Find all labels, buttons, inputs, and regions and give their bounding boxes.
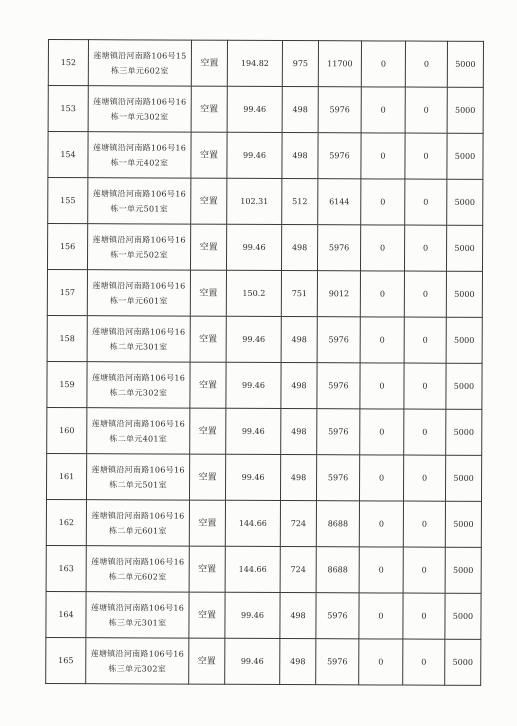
table-row (47, 270, 482, 318)
value-1-cell: 498 (280, 639, 316, 685)
value-2-cell: 5976 (317, 317, 360, 363)
area-cell: 99.46 (227, 86, 282, 132)
row-number-cell: 161 (46, 453, 86, 499)
value-2-cell: 9012 (317, 271, 360, 317)
value-5-cell: 5000 (446, 363, 482, 409)
value-4-cell: 0 (404, 225, 446, 271)
value-4-cell: 0 (404, 409, 446, 455)
row-number-cell: 156 (47, 224, 87, 270)
table-row (46, 453, 481, 501)
address-line-1: 莲塘镇沿河南路106号16 (92, 142, 187, 153)
area-cell: 99.46 (226, 362, 281, 408)
value-1-cell: 498 (281, 225, 317, 271)
value-2-cell: 6144 (318, 179, 361, 225)
status-cell: 空置 (189, 500, 225, 546)
value-2-cell: 5976 (318, 87, 361, 133)
address-cell (88, 86, 191, 132)
status-cell: 空置 (190, 408, 226, 454)
address-line-2: 栋一单元601室 (109, 295, 168, 306)
table-row (48, 178, 483, 226)
table-row (46, 499, 481, 547)
value-2-cell: 5976 (318, 133, 361, 179)
status-cell: 空置 (189, 454, 225, 500)
value-1-cell: 724 (280, 547, 316, 593)
value-1-cell: 512 (282, 179, 318, 225)
area-cell: 99.46 (227, 132, 282, 178)
value-4-cell: 0 (404, 271, 446, 317)
value-4-cell: 0 (404, 363, 446, 409)
row-number-cell: 153 (48, 86, 88, 132)
address-line-1: 莲塘镇沿河南路106号16 (91, 372, 186, 383)
row-number-cell: 152 (48, 40, 88, 86)
row-number-cell: 154 (48, 132, 88, 178)
address-line-2: 栋二单元301室 (109, 341, 168, 352)
value-4-cell: 0 (404, 317, 446, 363)
address-cell (88, 132, 191, 178)
value-5-cell: 5000 (447, 87, 483, 133)
area-cell: 99.46 (225, 454, 280, 500)
value-5-cell: 5000 (445, 639, 481, 685)
document-page (45, 39, 483, 686)
address-line-2: 栋三单元602室 (111, 65, 169, 76)
value-3-cell: 0 (360, 271, 404, 317)
area-cell: 102.31 (227, 178, 282, 224)
status-cell: 空置 (191, 40, 227, 86)
address-line-1: 莲塘镇沿河南路106号16 (90, 602, 185, 613)
value-4-cell: 0 (403, 639, 445, 685)
status-cell: 空置 (191, 132, 227, 178)
value-3-cell: 0 (360, 225, 404, 271)
area-cell: 150.2 (226, 270, 281, 316)
address-line-2: 栋一单元402室 (110, 157, 169, 168)
address-line-2: 栋二单元302室 (109, 387, 168, 398)
address-line-1: 莲塘镇沿河南路106号15 (93, 50, 187, 61)
address-cell (86, 638, 189, 684)
value-5-cell: 5000 (446, 317, 482, 363)
value-4-cell: 0 (403, 455, 445, 501)
address-cell (87, 316, 190, 362)
address-line-2: 栋二单元501室 (109, 479, 167, 490)
address-cell (88, 178, 191, 224)
address-line-1: 莲塘镇沿河南路106号16 (90, 648, 185, 659)
status-cell: 空置 (189, 638, 225, 684)
address-line-2: 栋二单元401室 (109, 433, 168, 444)
address-cell (88, 40, 191, 86)
value-3-cell: 0 (360, 409, 404, 455)
address-line-1: 莲塘镇沿河南路106号16 (91, 556, 185, 567)
address-cell (87, 408, 190, 454)
value-3-cell: 0 (359, 501, 403, 547)
value-3-cell: 0 (359, 593, 403, 639)
address-cell (86, 454, 189, 500)
value-1-cell: 724 (280, 501, 316, 547)
value-4-cell: 0 (403, 593, 445, 639)
value-2-cell: 5976 (317, 409, 360, 455)
status-cell: 空置 (190, 316, 226, 362)
status-cell: 空置 (189, 546, 225, 592)
value-1-cell: 975 (282, 41, 318, 87)
value-4-cell: 0 (405, 133, 447, 179)
value-2-cell: 5976 (316, 593, 359, 639)
value-4-cell: 0 (403, 547, 445, 593)
address-line-2: 栋三单元302室 (108, 663, 167, 674)
address-cell (86, 592, 189, 638)
value-5-cell: 5000 (447, 41, 483, 87)
value-1-cell: 498 (280, 455, 316, 501)
table-row (46, 591, 481, 639)
table-row (48, 86, 483, 134)
address-line-2: 栋一单元502室 (110, 249, 168, 260)
address-cell (87, 224, 190, 270)
value-5-cell: 5000 (447, 179, 483, 225)
area-cell: 99.46 (226, 316, 281, 362)
value-3-cell: 0 (359, 547, 403, 593)
address-line-1: 莲塘镇沿河南路106号16 (91, 510, 185, 521)
address-cell (86, 500, 189, 546)
value-2-cell: 5976 (316, 639, 359, 685)
value-3-cell: 0 (360, 317, 404, 363)
address-line-1: 莲塘镇沿河南路106号16 (92, 188, 187, 199)
status-cell: 空置 (190, 362, 226, 408)
row-number-cell: 164 (46, 591, 86, 637)
table-body (46, 40, 484, 686)
address-line-1: 莲塘镇沿河南路106号16 (92, 280, 186, 291)
value-1-cell: 498 (281, 409, 317, 455)
value-5-cell: 5000 (445, 547, 481, 593)
value-5-cell: 5000 (445, 593, 481, 639)
value-5-cell: 5000 (447, 133, 483, 179)
area-cell: 144.66 (225, 546, 280, 592)
value-2-cell: 5976 (317, 363, 360, 409)
row-number-cell: 155 (48, 178, 88, 224)
table-row (47, 407, 482, 455)
table-row (47, 224, 482, 272)
value-2-cell: 8688 (316, 547, 359, 593)
status-cell: 空置 (190, 224, 226, 270)
value-5-cell: 5000 (445, 501, 481, 547)
value-1-cell: 498 (281, 317, 317, 363)
property-table (45, 39, 484, 686)
address-line-1: 莲塘镇沿河南路106号16 (92, 326, 186, 337)
table-row (46, 545, 481, 593)
value-4-cell: 0 (405, 41, 447, 87)
row-number-cell: 157 (47, 270, 87, 316)
value-2-cell: 5976 (317, 225, 360, 271)
value-1-cell: 498 (280, 593, 316, 639)
address-cell (87, 270, 190, 316)
table-row (47, 361, 482, 409)
address-line-1: 莲塘镇沿河南路106号16 (93, 96, 187, 107)
value-5-cell: 5000 (446, 225, 482, 271)
value-3-cell: 0 (361, 133, 405, 179)
value-1-cell: 751 (281, 271, 317, 317)
address-line-2: 栋二单元602室 (108, 571, 167, 582)
area-cell: 194.82 (227, 40, 282, 86)
value-3-cell: 0 (359, 639, 403, 685)
address-cell (87, 362, 190, 408)
row-number-cell: 165 (46, 637, 86, 683)
row-number-cell: 163 (46, 545, 86, 591)
address-line-2: 栋一单元302室 (110, 111, 169, 122)
value-4-cell: 0 (403, 501, 445, 547)
area-cell: 99.46 (225, 638, 280, 684)
row-number-cell: 159 (47, 361, 87, 407)
value-5-cell: 5000 (446, 409, 482, 455)
table-row (47, 315, 482, 363)
value-3-cell: 0 (360, 363, 404, 409)
status-cell: 空置 (189, 592, 225, 638)
value-3-cell: 0 (361, 179, 405, 225)
value-1-cell: 498 (282, 133, 318, 179)
area-cell: 99.46 (226, 408, 281, 454)
status-cell: 空置 (191, 178, 227, 224)
value-4-cell: 0 (405, 179, 447, 225)
address-line-1: 莲塘镇沿河南路106号16 (91, 418, 186, 429)
row-number-cell: 162 (46, 499, 86, 545)
address-line-2: 栋二单元601室 (108, 525, 167, 536)
value-3-cell: 0 (361, 41, 405, 87)
row-number-cell: 158 (47, 315, 87, 361)
table-row (48, 40, 483, 88)
value-2-cell: 5976 (316, 455, 359, 501)
value-2-cell: 8688 (316, 501, 359, 547)
address-line-1: 莲塘镇沿河南路106号16 (92, 234, 186, 245)
value-5-cell: 5000 (446, 271, 482, 317)
value-5-cell: 5000 (445, 455, 481, 501)
status-cell: 空置 (190, 270, 226, 316)
status-cell: 空置 (191, 86, 227, 132)
row-number-cell: 160 (47, 407, 87, 453)
value-1-cell: 498 (282, 87, 318, 133)
address-line-1: 莲塘镇沿河南路106号16 (91, 464, 185, 475)
area-cell: 99.46 (225, 592, 280, 638)
table-row (46, 637, 481, 685)
address-cell (86, 546, 189, 592)
value-4-cell: 0 (405, 87, 447, 133)
value-3-cell: 0 (361, 87, 405, 133)
table-row (48, 132, 483, 180)
area-cell: 144.66 (225, 500, 280, 546)
value-2-cell: 11700 (318, 41, 361, 87)
value-1-cell: 498 (281, 363, 317, 409)
area-cell: 99.46 (226, 224, 281, 270)
value-3-cell: 0 (359, 455, 403, 501)
address-line-2: 栋一单元501室 (110, 203, 169, 214)
address-line-2: 栋三单元301室 (108, 617, 167, 628)
